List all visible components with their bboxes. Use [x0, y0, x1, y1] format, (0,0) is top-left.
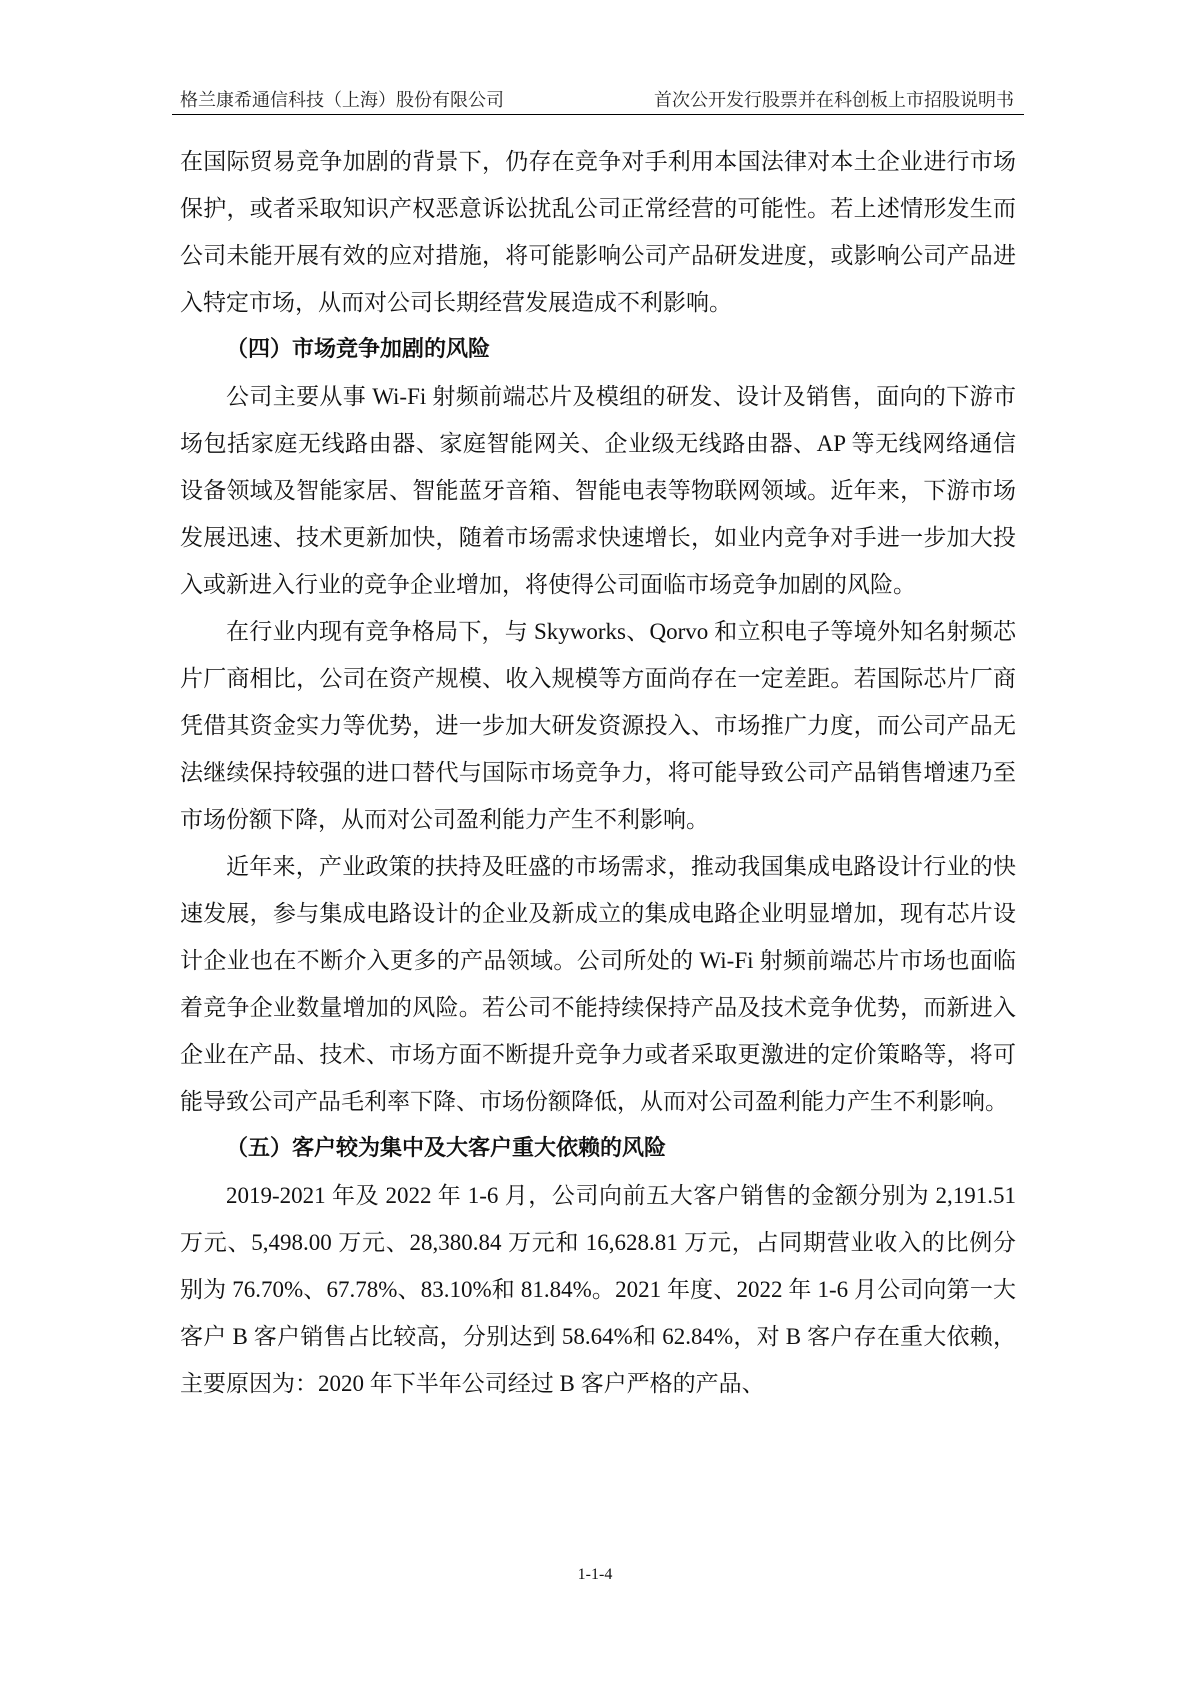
document-body	[180, 138, 1016, 1407]
section-heading: （五）客户较为集中及大客户重大依赖的风险	[226, 1136, 667, 1161]
page-header	[172, 84, 1024, 115]
paragraph: 2019-2021 年及 2022 年 1-6 月，公司向前五大客户销售的金额分别为 2,191.51 万元、5,498.00 万元、28,380.84 万元和 16,628.81 万元，占同期营业收入的比例分别为 76.70%、67.78%、83.10%和 81.84%。2021 年度、2022 年 1-6 月公司向第一大客户 B 客户销售占比较高，分别达到 58.64%和 62.84%，对 B 客户存在重大依赖，主要原因为：2020 年下半年公司经过 B 客户严格的产品、	[180, 1183, 1016, 1396]
paragraph: 公司主要从事 Wi-Fi 射频前端芯片及模组的研发、设计及销售，面向的下游市场包括家庭无线路由器、家庭智能网关、企业级无线路由器、AP 等无线网络通信设备领域及智能家居、智能蓝牙音箱、智能电表等物联网领域。近年来，下游市场发展迅速、技术更新加快，随着市场需求快速增长，如业内竞争对手进一步加大投入或新进入行业的竞争企业增加，将使得公司面临市场竞争加剧的风险。	[180, 384, 1016, 597]
paragraph: 在行业内现有竞争格局下，与 Skyworks、Qorvo 和立积电子等境外知名射频芯片厂商相比，公司在资产规模、收入规模等方面尚存在一定差距。若国际芯片厂商凭借其资金实力等优势，进一步加大研发资源投入、市场推广力度，而公司产品无法继续保持较强的进口替代与国际市场竞争力，将可能导致公司产品销售增速乃至市场份额下降，从而对公司盈利能力产生不利影响。	[180, 619, 1016, 832]
page-number: 1-1-4	[577, 1566, 613, 1583]
header-company-name: 格兰康希通信科技（上海）股份有限公司	[180, 90, 504, 110]
section-heading: （四）市场竞争加剧的风险	[226, 337, 491, 362]
paragraph: 近年来，产业政策的扶持及旺盛的市场需求，推动我国集成电路设计行业的快速发展，参与集成电路设计的企业及新成立的集成电路企业明显增加，现有芯片设计企业也在不断介入更多的产品领域。公司所处的 Wi-Fi 射频前端芯片市场也面临着竞争企业数量增加的风险。若公司不能持续保持产品及技术竞争优势，而新进入企业在产品、技术、市场方面不断提升竞争力或者采取更激进的定价策略等，将可能导致公司产品毛利率下降、市场份额降低，从而对公司盈利能力产生不利影响。	[180, 854, 1016, 1114]
paragraph: 在国际贸易竞争加剧的背景下，仍存在竞争对手利用本国法律对本土企业进行市场保护，或者采取知识产权恶意诉讼扰乱公司正常经营的可能性。若上述情形发生而公司未能开展有效的应对措施，将可能影响公司产品研发进度，或影响公司产品进入特定市场，从而对公司长期经营发展造成不利影响。	[180, 149, 1016, 315]
header-document-title: 首次公开发行股票并在科创板上市招股说明书	[654, 90, 1014, 110]
